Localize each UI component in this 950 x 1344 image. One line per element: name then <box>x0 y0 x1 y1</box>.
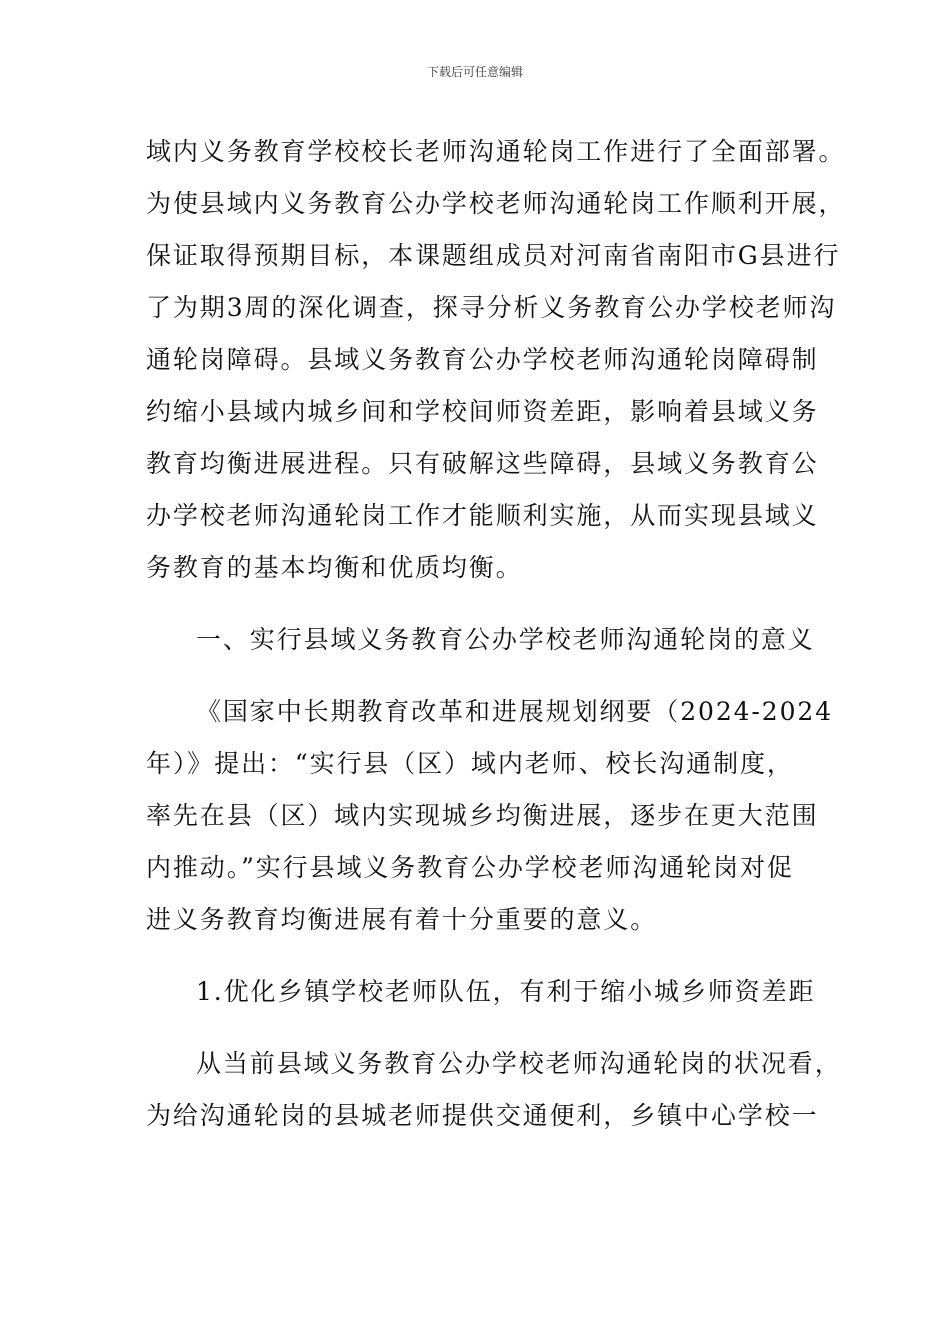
text-line: 通轮岗障碍。县域义务教育公办学校老师沟通轮岗障碍制 <box>146 345 819 374</box>
text-line: 年）》提出：“实行县（区）域内老师、校长沟通制度， <box>146 749 794 778</box>
paragraph-gap <box>146 666 816 686</box>
text-line: 务教育的基本均衡和优质均衡。 <box>146 553 523 582</box>
text-line: 约缩小县域内城乡间和学校间师资差距，影响着县域义务 <box>146 397 819 426</box>
text-line: 为使县域内义务教育公办学校老师沟通轮岗工作顺利开展， <box>146 189 846 218</box>
section-heading: 一、实行县域义务教育公办学校老师沟通轮岗的意义 <box>196 625 815 654</box>
paragraph-outline-quote <box>146 686 833 946</box>
paragraph-intro <box>146 126 846 594</box>
text-line: 办学校老师沟通轮岗工作才能顺利实施，从而实现县域义 <box>146 501 819 530</box>
text-line: 从当前县域义务教育公办学校老师沟通轮岗的状况看， <box>196 1049 842 1078</box>
document-body <box>146 126 846 1142</box>
text-line: 为给沟通轮岗的县城老师提供交通便利，乡镇中心学校一 <box>146 1101 819 1130</box>
paragraph-gap <box>146 1018 816 1038</box>
text-line: 域内义务教育学校校长老师沟通轮岗工作进行了全面部署。 <box>146 137 846 166</box>
text-line: 保证取得预期目标，本课题组成员对河南省南阳市G县进行 <box>146 241 841 270</box>
page-header: 下载后可任意编辑 <box>426 65 523 79</box>
paragraph-gap <box>146 946 816 966</box>
paragraph-current-status <box>146 1038 842 1142</box>
subsection-heading: 1.优化乡镇学校老师队伍，有利于缩小城乡师资差距 <box>196 977 816 1006</box>
text-line: 进义务教育均衡进展有着十分重要的意义。 <box>146 905 658 934</box>
paragraph-gap <box>146 594 816 614</box>
subsection-heading-1 <box>146 966 816 1018</box>
text-line: 率先在县（区）域内实现城乡均衡进展，逐步在更大范围 <box>146 801 819 830</box>
text-line: 了为期3周的深化调查，探寻分析义务教育公办学校老师沟 <box>146 293 837 322</box>
text-line: 教育均衡进展进程。只有破解这些障碍，县域义务教育公 <box>146 449 819 478</box>
text-line: 内推动。”实行县域义务教育公办学校老师沟通轮岗对促 <box>146 853 794 882</box>
text-line: 《国家中长期教育改革和进展规划纲要（2024-2024 <box>196 697 833 726</box>
section-heading-1 <box>146 614 816 666</box>
